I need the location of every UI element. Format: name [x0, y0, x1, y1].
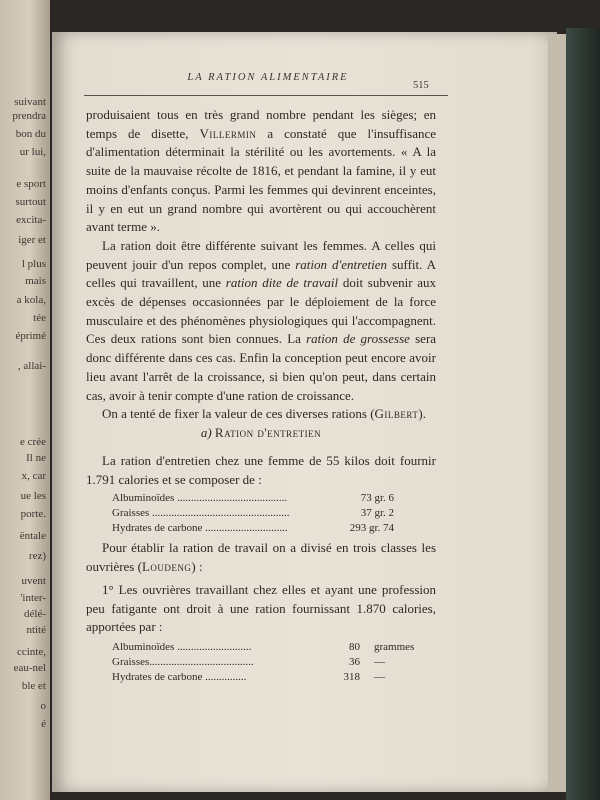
- page-number: 515: [413, 80, 429, 91]
- left-page-fragment: ccinte,: [16, 646, 46, 658]
- left-page-fragment: é: [41, 718, 46, 730]
- left-page-fragment: mais: [25, 275, 46, 287]
- left-page-fragment: 'inter-: [20, 592, 46, 604]
- left-page-fragment: iger et: [18, 234, 46, 246]
- text-run: [86, 539, 436, 576]
- paragraph-entretien: [86, 452, 436, 489]
- left-page-fragment: a kola,: [16, 294, 46, 306]
- text-run: doit subvenir aux excès de dépenses occasionnées par le déploiement de la force musculaire et des phénomènes physiologiques qui l'accompagnent. Ces deux rations sont bien connues. La: [86, 275, 437, 347]
- text-run: suffit. A celles qui travaillent, une: [86, 256, 437, 291]
- left-page-fragment: porte.: [20, 508, 46, 520]
- italic-term: ration de grossesse: [306, 331, 410, 347]
- paragraph-ouvrieres: [86, 581, 436, 637]
- left-facing-page: [0, 0, 50, 800]
- italic-term: ration d'entretien: [295, 256, 387, 272]
- left-page-fragment: éprimé: [15, 330, 46, 342]
- author-name: Loudeng: [141, 558, 192, 574]
- left-page-fragment: prendra: [12, 110, 46, 122]
- text-run: On a tenté de fixer la valeur de ces diverses rations (: [102, 406, 375, 422]
- section-letter: a): [200, 425, 212, 440]
- book-cover-edge: [566, 28, 600, 800]
- left-page-fragment: , allai-: [17, 360, 46, 372]
- section-heading: [86, 425, 436, 441]
- left-page-fragment: e sport: [16, 178, 46, 190]
- text-run: a constaté que l'insuffisance d'alimentation déterminait la stérilité ou les avortements. « A la suite de la mauvaise récolte de 1816, et pendant la famine, il y eut moins d'enfants conçus. Parmi les femmes qui devinrent enceintes, il y en eut un grand nombre qui avortèrent ou qui accouchèrent avant terme ».: [86, 125, 437, 235]
- nutrient-label: Hydrates de carbone ...............: [112, 671, 247, 683]
- left-page-fragment: uvent: [21, 575, 46, 587]
- section-title: Ration d'entretien: [214, 425, 322, 440]
- nutrient-quantity: 73 gr. 6: [360, 492, 394, 504]
- left-page-fragment: ëntale: [19, 530, 46, 542]
- paragraph-ration: [86, 237, 436, 405]
- left-page-fragment: ue les: [20, 490, 46, 502]
- nutrient-label: Hydrates de carbone ..............................: [112, 522, 288, 534]
- nutrient-label: Albuminoïdes ...........................: [112, 641, 252, 653]
- left-page-fragment: l plus: [21, 258, 46, 270]
- text-run: La ration d'entretien chez une femme de 55 kilos doit fournir 1.791 calories et se composer de :: [86, 453, 436, 487]
- left-page-fragment: ur lui,: [19, 146, 46, 158]
- left-page-fragment: eau-nel: [13, 662, 46, 674]
- author-name: Gilbert: [374, 406, 419, 422]
- left-page-fragment: bon du: [15, 128, 46, 140]
- header-rule: [84, 95, 448, 96]
- nutrient-label: Graisses ..................................................: [112, 507, 290, 519]
- text-run: La ration doit être différente suivant les femmes. A celles qui peuvent jouir d'un repos complet, une: [86, 237, 436, 272]
- left-page-fragment: ble et: [21, 680, 46, 692]
- nutrient-unit: grammes: [374, 641, 415, 653]
- italic-term: ration dite de travail: [225, 275, 339, 291]
- nutrient-label: Albuminoïdes ........................................: [112, 492, 288, 504]
- nutrient-quantity: 37 gr. 2: [360, 507, 394, 519]
- nutrient-quantity: 80: [349, 641, 360, 653]
- page-stack-edge: [548, 34, 568, 792]
- running-title: LA RATION ALIMENTAIRE: [187, 72, 349, 83]
- text-run: ).: [418, 406, 426, 422]
- paragraph-valeur: [86, 405, 436, 424]
- text-run: produisaient tous en très grand nombre pendant les sièges; en temps de disette,: [86, 107, 436, 141]
- left-page-fragment: o: [40, 700, 46, 712]
- nutrient-quantity: 318: [343, 671, 360, 683]
- paragraph-sieges: [86, 106, 436, 237]
- left-page-fragment: délé-: [24, 608, 46, 620]
- nutrient-label: Graisses......................................: [112, 656, 254, 668]
- left-page-fragment: ntité: [26, 624, 46, 636]
- main-text: [86, 106, 436, 424]
- nutrient-quantity: 293 gr. 74: [349, 522, 394, 534]
- text-run: Pour établir la ration de travail on a divisé en trois classes les ouvrières (: [86, 540, 436, 574]
- left-page-fragment: tée: [33, 312, 46, 324]
- left-page-fragment: suivant: [14, 96, 46, 108]
- text-run: ) :: [191, 558, 203, 574]
- text-run: sera donc différente dans ces cas. Enfin la conception peut encore avoir lieu avant l'arrêt de la croissance, si bien qu'on peut, dans certain cas, avoir à tenir compte d'une ration de croissance.: [86, 331, 437, 403]
- nutrient-quantity: 36: [349, 656, 360, 668]
- text-run: 1° Les ouvrières travaillant chez elles et ayant une profession peu fatigante ont droit à une ration fournissant 1.870 calories, apportées par :: [86, 582, 436, 635]
- author-name: Villermin: [199, 125, 257, 141]
- left-page-fragment: e crée: [20, 436, 46, 448]
- left-page-fragment: x, car: [21, 470, 46, 482]
- nutrient-unit: —: [374, 671, 385, 683]
- paragraph-travail: [86, 539, 436, 576]
- left-page-fragment: Il ne: [26, 452, 46, 464]
- left-page-fragment: surtout: [15, 196, 46, 208]
- left-page-fragment: excita-: [16, 214, 46, 226]
- nutrient-unit: —: [374, 656, 385, 668]
- left-page-fragment: rez): [28, 550, 46, 562]
